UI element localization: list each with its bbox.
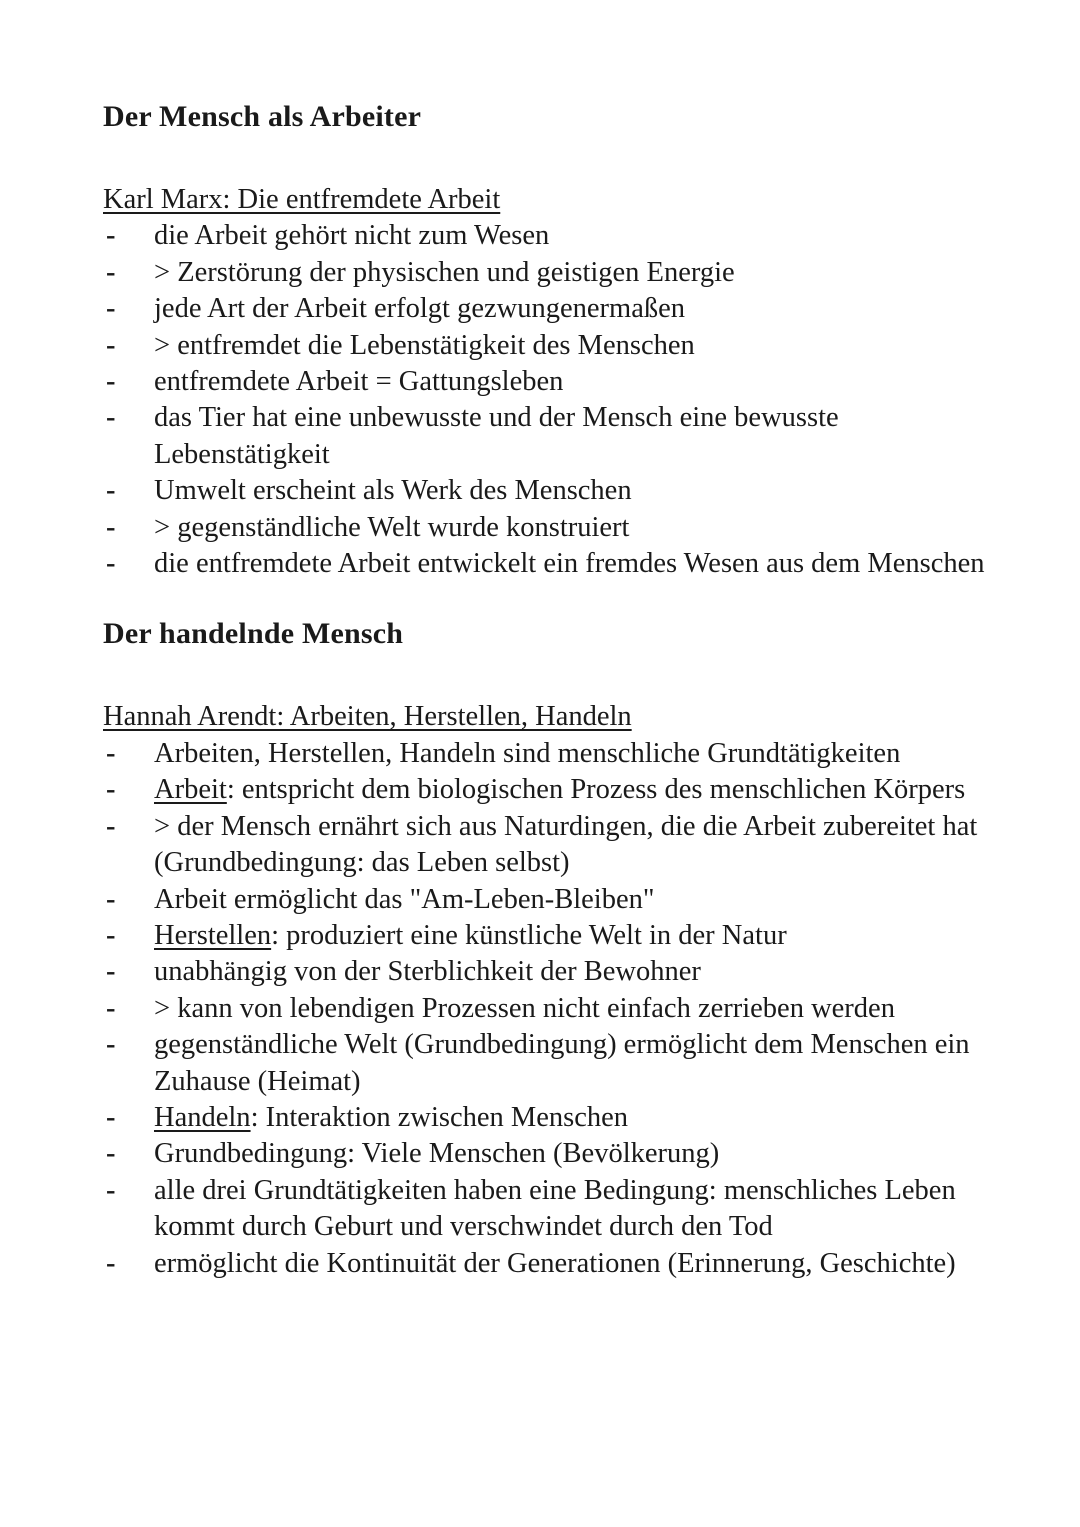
list-item-text: gegenständliche Welt (Grundbedingung) ermöglicht dem Menschen ein Zuhause (Heimat) [154, 1029, 970, 1097]
list-item [103, 473, 1003, 509]
list-item-text: Arbeit ermöglicht das "Am-Leben-Bleiben" [154, 883, 655, 915]
bullet-dash: - [106, 402, 116, 434]
underlined-term: Herstellen [154, 919, 272, 951]
list-item-text: > gegenständliche Welt wurde konstruiert [154, 511, 630, 543]
list-item [103, 218, 1003, 254]
list-item [103, 991, 1003, 1027]
list-item [103, 400, 1003, 473]
list-item-text: Umwelt erscheint als Werk des Menschen [154, 475, 632, 507]
list-item [103, 918, 1003, 954]
subtitle-marx: Karl Marx: Die entfremdete Arbeit [103, 184, 501, 215]
bullet-dash: - [106, 956, 116, 988]
list-item-text: das Tier hat eine unbewusste und der Mensch eine bewusste Lebenstätigkeit [154, 402, 839, 470]
list-item [103, 1100, 1003, 1136]
document-page [103, 98, 1003, 1282]
bullet-dash: - [106, 737, 116, 769]
list-item-text: : Interaktion zwischen Menschen [250, 1101, 629, 1133]
bullet-dash: - [106, 810, 116, 842]
bullet-dash: - [106, 883, 116, 915]
list-item-text: Grundbedingung: Viele Menschen (Bevölkerung) [154, 1138, 720, 1170]
list-item [103, 809, 1003, 882]
list-item [103, 736, 1003, 772]
list-item-text: : produziert eine künstliche Welt in der Natur [271, 919, 787, 951]
list-item-text: jede Art der Arbeit erfolgt gezwungenermaßen [154, 293, 685, 325]
list-item [103, 1136, 1003, 1172]
list-item [103, 291, 1003, 327]
list-item [103, 1173, 1003, 1246]
list-item-text: : entspricht dem biologischen Prozess des menschlichen Körpers [226, 774, 966, 806]
list-item-text: Arbeiten, Herstellen, Handeln sind menschliche Grundtätigkeiten [154, 737, 901, 769]
bullet-dash: - [106, 1247, 116, 1279]
arendt-bullet-list [103, 736, 1003, 1282]
list-item-text: > kann von lebendigen Prozessen nicht einfach zerrieben werden [154, 992, 895, 1024]
list-item-text: alle drei Grundtätigkeiten haben eine Bedingung: menschliches Leben kommt durch Geburt und verschwindet durch den Tod [154, 1174, 956, 1243]
list-item-text: ermöglicht die Kontinuität der Generationen (Erinnerung, Geschichte) [154, 1247, 956, 1279]
bullet-dash: - [106, 1138, 116, 1170]
underlined-term: Handeln [154, 1101, 251, 1133]
bullet-dash: - [106, 293, 116, 325]
list-item-text: die Arbeit gehört nicht zum Wesen [154, 220, 550, 252]
list-item [103, 1246, 1003, 1282]
list-item [103, 546, 1003, 582]
list-item-text: unabhängig von der Sterblichkeit der Bewohner [154, 956, 701, 988]
bullet-dash: - [106, 548, 116, 580]
list-item-text: > Zerstörung der physischen und geistigen Energie [154, 256, 735, 288]
underlined-term: Arbeit [154, 774, 227, 806]
bullet-dash: - [106, 1101, 116, 1133]
bullet-dash: - [106, 992, 116, 1024]
list-item [103, 255, 1003, 291]
bullet-dash: - [106, 329, 116, 361]
list-item [103, 510, 1003, 546]
bullet-dash: - [106, 220, 116, 252]
section-title-arbeiter: Der Mensch als Arbeiter [103, 100, 422, 133]
bullet-dash: - [106, 511, 116, 543]
list-item-text: entfremdete Arbeit = Gattungsleben [154, 366, 564, 398]
list-item-text: > entfremdet die Lebenstätigkeit des Menschen [154, 329, 695, 361]
list-item [103, 954, 1003, 990]
bullet-dash: - [106, 366, 116, 398]
list-item [103, 1027, 1003, 1100]
marx-bullet-list [103, 218, 1003, 582]
section-title-handelnde-mensch: Der handelnde Mensch [103, 617, 404, 651]
bullet-dash: - [106, 1174, 116, 1206]
list-item-text: > der Mensch ernährt sich aus Naturdingen, die die Arbeit zubereitet hat (Grundbedingung: das Leben selbst) [154, 810, 978, 879]
bullet-dash: - [106, 475, 116, 507]
bullet-dash: - [106, 256, 116, 288]
list-item-text: die entfremdete Arbeit entwickelt ein fremdes Wesen aus dem Menschen [154, 548, 985, 580]
list-item [103, 364, 1003, 400]
bullet-dash: - [106, 1029, 116, 1061]
list-item [103, 328, 1003, 364]
bullet-dash: - [106, 774, 116, 806]
list-item [103, 882, 1003, 918]
list-item [103, 772, 1003, 808]
subtitle-arendt: Hannah Arendt: Arbeiten, Herstellen, Handeln [103, 701, 632, 733]
bullet-dash: - [106, 919, 116, 951]
